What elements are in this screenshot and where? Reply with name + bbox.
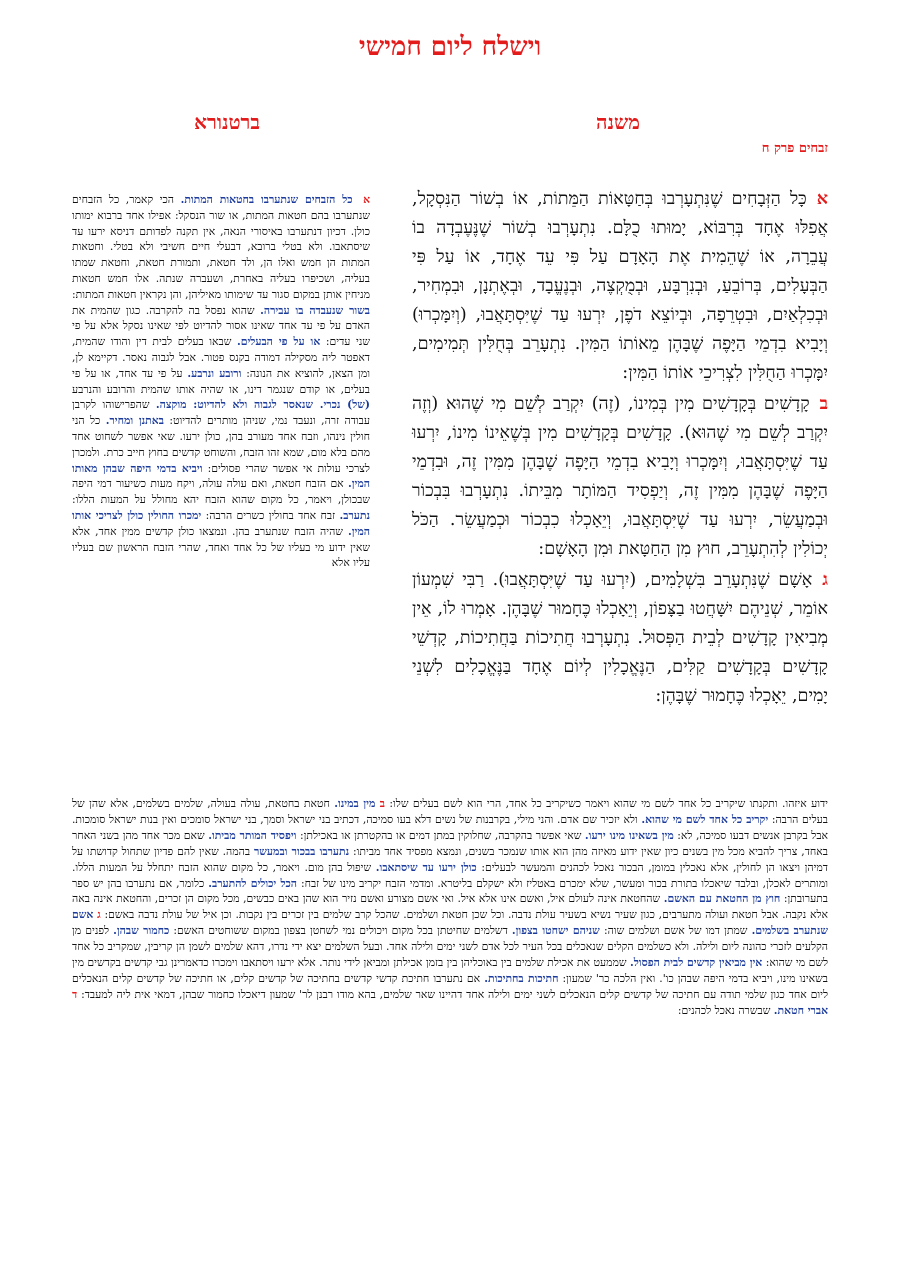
commentary-text: כלומר, אם נתערבו בהן יש ספר בתערובתן: xyxy=(72,876,829,906)
commentary-text: הכי קאמר, כל הזבחים שנתערבו בהם חטאות המתות, או שור הנסקל: אפילו אחד ברבוא ימותו כולן. דכיון דנתערבו באיסורי הנאה, אין תקנה לפדותם דניסא ירעו עד שיסתאבו. ולא בטלי ברובא, דבעלי חיים חשיבי ולא בטלי. וחטאות המתות הן חמש ואלו הן, ולד חטאת, ותמורת חטאת, וחטאת שמתו בעליה, ושכיפרו בעליה באחרת, ושעברה שנתה. אלו חמש חטאות מניחין אותן במקום סגור עד שימותו מאיליהן, והן נקראין חטאות המתות: xyxy=(72,193,370,301)
bartenura-letter: ג xyxy=(97,908,101,922)
mishna-header: משנה xyxy=(595,110,640,134)
mishna-text: קָדָשִׁים בְּקָדָשִׁים מִין בְּמִינוֹ, (זֶה) יִקְרַב לְשֵׁם מִי שֶׁהוּא (וְזֶה יִקְרַב לְשֵׁם מִי שֶׁהוּא). קָדָשִׁים בְּקָדָשִׁים מִין בְּשֶׁאֵינוֹ מִינוֹ, יִרְעוּ עַד שֶׁיִּסְתָּאֲבוּ, וְיִמָּכְרוּ וְיָבִיא בִדְמֵי הַיָּפֶה שֶׁבָּהֶן מִמִּין זֶה, וּבִדְמֵי הַיָּפֶה שֶׁבָּהֶן מִמִּין זֶה, וְיַפְסִיד הַמּוֹתָר מִבֵּיתוֹ. נִתְעָרְבוּ בִּבְכוֹר וּבְמַעֲשֵׂר, יִרְעוּ עַד שֶׁיִּסְתָּאֲבוּ, וְיֵאָכְלוּ כִבְכוֹר וּכְמַעֲשֵׂר. הַכֹּל יְכוֹלִין לְהִתְעָרֵב, חוּץ מִן הַחַטָּאת וּמִן הָאָשָׁם: xyxy=(412,394,828,559)
dibbur-hamatchil: ויפסיד המותר מביתו. xyxy=(208,828,297,842)
dibbur-hamatchil: או על פי הבעלים. xyxy=(236,335,321,349)
commentary-text: ידוע איזהו. ותקנתו שיקריב כל אחד לשם מי שהוא ויאמר כשיקריב כל אחד, הרי הוא לשם בעלים שלו: xyxy=(389,797,829,810)
bartenura-continuation xyxy=(72,796,828,1019)
dibbur-hamatchil: אברי חטאת. xyxy=(773,1003,828,1017)
commentary-text: שבשרה נאכל לכהנים: xyxy=(677,1003,771,1017)
commentary-text: לפנים מן הקלעים לזכרי כהונה ליום ולילה. ולא כשלמים הקלים שנאכלים בכל העיר לכל אדם לשני ימים ולילה אחד. ובעל השלמים יצא ידי נדרו, דהא שלמים לשמן הן קריבין, שמקריב כל אחד לשם מי שהוא: xyxy=(72,924,829,970)
commentary-text: שיפול בהן מום. ויאמר, כל מקום שהוא הזבח יתחלל על המעות הללו. ומותרים לאכלן, ובלבד שיאכלו בתורת בכור ומעשר, שלא ימכרם באטליז ולא ישקלם בליטרא. ומדמי הזבח יקריב מינו של זבח: xyxy=(72,860,828,890)
dibbur-hamatchil: חתיכות בחתיכות. xyxy=(484,971,559,985)
dibbur-hamatchil: בשור שנעבדה בו עבירה. xyxy=(260,303,370,317)
chapter-label: זבחים פרק ח xyxy=(761,141,828,156)
commentary-text: זבח אחד בחולין כשרים הרבה: xyxy=(205,508,336,522)
commentary-text: בהמה. שאין להם פדיון שתחול קדושתו על דמיהן ויצאו הן לחולין, אלא נאכלין במומן, הבכור נאכל לכהנים והמעשר לבעלים: xyxy=(72,844,828,874)
bartenura-letter: ב xyxy=(379,797,386,810)
mishna-paragraph xyxy=(412,566,828,711)
dibbur-hamatchil: כחמור שבהן. xyxy=(113,924,170,938)
mishna-letter: ב xyxy=(819,394,828,414)
bartenura-letter: א xyxy=(363,193,371,206)
commentary-text: שאם מכר אחד מהן בשני האחר באחד, צריך להביא מכל מין בשנים כיון שאין ידוע מאיזה מהן הוא אותו שנמכר בשנים, ונמצא מפסיד אחד מביתו: xyxy=(72,828,828,858)
commentary-text: ולא יזכיר שם אדם. והני מילי, בקרבנות של נשים דלא בעו סמיכה, דכתיב בני ישראל וסמך, בני ישראל סומכים ואין בנות ישראל סומכות. אבל בקרבן אנשים דבעו סמיכה, לא: xyxy=(72,812,828,842)
dibbur-hamatchil: אשם שנתערב בשלמים. xyxy=(72,908,828,938)
dibbur-hamatchil: כולן ירעו עד שיסתאבו. xyxy=(375,860,477,874)
dibbur-hamatchil: חוץ מן החטאת עם האשם. xyxy=(663,892,781,906)
commentary-text: על פי עד אחד, או על פי בעלים, או קודם שנגמר דינו, או שהיה אותו שהמית והרובע והנרבע xyxy=(72,366,370,396)
commentary-text: שבאו בעלים לבית דין והודו שהמית, דאפטר ליה מסקילה דמודה בקנס פטור. אבל לגבוה נאסר. דקיימא לן, ומן הצאן, להוציא את הנונה: xyxy=(72,335,370,380)
mishna-letter: א xyxy=(816,189,828,209)
dibbur-hamatchil: הכל יכולים להתערב. xyxy=(208,876,298,890)
commentary-text: שהיה הזבח שנתערב בהן. ונמצאו כולן קדשים ממין אחד, אלא שאין ידוע מי בעליו של כל אחד ואחד, שהרי הזבח הראשון שם בעליו עליו אלא xyxy=(72,524,370,570)
commentary-text: אם נתערבו חתיכת קדשי קדשים בחתיכה של קדשים קלים, או חתיכה של קדשים קלים הנאכלים ליום אחד כגון שלמי תודה עם חתיכה של קדשים קלים הנאכלים לשני ימים ולילה אחד דהיינו שאר שלמים, בהא מודו רבנן לר' שמעון דיאכלו כחמור שבהן, דמאי אית ליה למעבד: xyxy=(72,971,829,1001)
dibbur-hamatchil: אין מביאין קדשים לבית הפסול. xyxy=(630,956,763,970)
mishna-text: אָשָׁם שֶׁנִּתְעָרֵב בִּשְׁלָמִים, (יִרְעוּ עַד שֶׁיִּסְתָּאֲבוּ). רַבִּי שִׁמְעוֹן אוֹמֵר, שְׁנֵיהֶם יִשָּׁחֲטוּ בַצָּפוֹן, וְיֵאָכְלוּ כֶּחָמוּר שֶׁבָּהֶן. אָמְרוּ לוֹ, אֵין מְבִיאִין קָדָשִׁים לְבֵית הַפְּסוּל. נִתְעָרְבוּ חֲתִיכוֹת בַּחֲתִיכוֹת, קָדְשֵׁי קָדָשִׁים בְּקָדָשִׁים קַלִּים, הַנֶּאֱכָלִין לְיוֹם אֶחָד בַּנֶּאֱכָלִים לִשְׁנֵי יָמִים, יֵאָכְלוּ כֶּחָמוּר שֶׁבָּהֶן: xyxy=(412,570,828,706)
dibbur-hamatchil: באתנן ומחיר. xyxy=(105,414,164,428)
commentary-text: שממעט את אכילת שלמים בין באוכליהן בין בזמן אכילתן ומביאן לידי נותר. אלא ירעו ויסתאבו וימכרו כדאמרינן גבי קדשים בקדשים מין בשאינו מינו, ויביא בדמי היפה שבהן כו'. ואין הלכה כר' שמעון: xyxy=(72,956,828,985)
commentary-text: כל הני חולין נינהו, וזבח אחד מעורב בהן, כולן ירעו. שאי אפשר לשחוט אחד מהם בלא מום, שמא זהו הזבח, והשוחט קדשים בחוץ חייב כרת. ולמכרן לצרכי עולות אי אפשר שהרי פסולים: xyxy=(72,414,370,475)
mishna-column xyxy=(412,185,828,713)
dibbur-hamatchil: מין בשאינו מינו ירעו. xyxy=(584,828,674,842)
bartenura-column xyxy=(72,192,370,571)
dibbur-hamatchil: כל הזבחים שנתערבו בחטאות המתות. xyxy=(180,193,353,206)
commentary-text: אם הזבח חטאת, ואם עולה עולה, ויקח מעות כשיעור דמי היפה שבכולן, ויאמר, כל מקום שהוא הזבח יהא מחולל על המעות הללו: xyxy=(72,477,370,507)
dibbur-hamatchil: ימכרו החולין כולן לצריכי אותו המין. xyxy=(72,508,370,538)
dibbur-hamatchil: (של) נכרי. שנאסר לגבוה ולא להדיוט: מוקצה. xyxy=(155,398,371,412)
commentary-text: שאי אפשר בהקרבה, שחלוקין במתן דמים או בהקטרתן או באכילתן: xyxy=(299,828,582,842)
dibbur-hamatchil: יקריב כל אחד לשם מי שהוא. xyxy=(641,812,769,826)
bartenura-header: ברטנורא xyxy=(194,110,260,134)
commentary-text: דשלמים שחיטתן בכל מקום ויכולים נמי לשחטן בצפון במקום ששוחטים האשם: xyxy=(173,924,508,938)
dibbur-hamatchil: שניהם ישחטו בצפון. xyxy=(511,924,600,938)
commentary-text: שהפרישוהו לקרבן עבודה זרה, ונעבד נמי, שניהן מותרים להדיוט: xyxy=(72,398,370,428)
dibbur-hamatchil: נתערב. xyxy=(339,508,370,522)
mishna-letter: ג xyxy=(822,570,828,590)
mishna-paragraph xyxy=(412,390,828,564)
bartenura-letter: ד xyxy=(72,987,78,1001)
dibbur-hamatchil: ורובע ונרבע. xyxy=(187,366,242,380)
commentary-text: שהוא נפסל בה להקרבה. כגון שהמית את האדם על פי עד אחד שאינו אסור להדיוט לפי שאינו נסקל אלא על פי שני עדים: xyxy=(72,303,371,349)
commentary-text: שמתן דמו של אשם ושלמים שוה: xyxy=(603,924,748,938)
commentary-text: שהחטאת אינה לעולם איל, ואשם אינו אלא איל. ואי אשם מצורע ואשם נזיר הוא שהן באים כבשים, מכל מקום הן זכרים, והחטאת אינה באה אלא נקבה. אבל חטאת ועולה מתערבים, כגון שעיר נשיא בשעיר עולת נדבה. וכל שכן חטאת ושלמים. שהכל קרב שלמים בין זכרים בין נקבות. וכן איל של עולת נדבה באשם: xyxy=(72,892,829,922)
mishna-text: כָּל הַזְּבָחִים שֶׁנִּתְעָרְבוּ בְּחַטָּאוֹת הַמֵּתוֹת, אוֹ בְשׁוֹר הַנִּסְקָל, אֲפִלּוּ אֶחָד בְּרִבּוֹא, יָמוּתוּ כֻלָּם. נִתְעָרְבוּ בְשׁוֹר שֶׁנֶּעֶבְדָה בוֹ עֲבֵרָה, אוֹ שֶׁהֵמִית אֶת הָאָדָם עַל פִּי עֵד אֶחָד, אוֹ עַל פִּי הַבְּעָלִים, בְּרוֹבֵעַ, וּבְנִרְבָּע, וּבְמֻקְצֶה, וּבְנֶעֱבָד, וּבְאֶתְנָן, וּבִמְחִיר, וּבְכִלְאַיִם, וּבִטְרֵפָה, וּבְיוֹצֵא דֹפֶן, יִרְעוּ עַד שֶׁיִּסְתָּאֲבוּ, (וְיִמָּכְרוּ) וְיָבִיא בִדְמֵי הַיָּפֶה שֶׁבָּהֶן מֵאוֹתוֹ הַמִּין. נִתְעָרֵב בְּחֻלִּין תְּמִימִים, יִמָּכְרוּ הַחֻלִּין לִצְרִיכֵי אוֹתוֹ הַמִּין: xyxy=(412,189,828,383)
page-title: וישלח ליום חמישי xyxy=(358,32,542,62)
dibbur-hamatchil: ויביא בדמי היפה שבהן מאותו המין. xyxy=(72,461,370,491)
dibbur-hamatchil: מין במינו. xyxy=(334,797,376,810)
commentary-text: חטאת בחטאת, עולה בעולה, שלמים בשלמים, אלא שהן של בעלים הרבה: xyxy=(72,797,828,826)
dibbur-hamatchil: נתערבו בבכור ובמעשר xyxy=(253,844,350,858)
mishna-paragraph xyxy=(412,185,828,388)
